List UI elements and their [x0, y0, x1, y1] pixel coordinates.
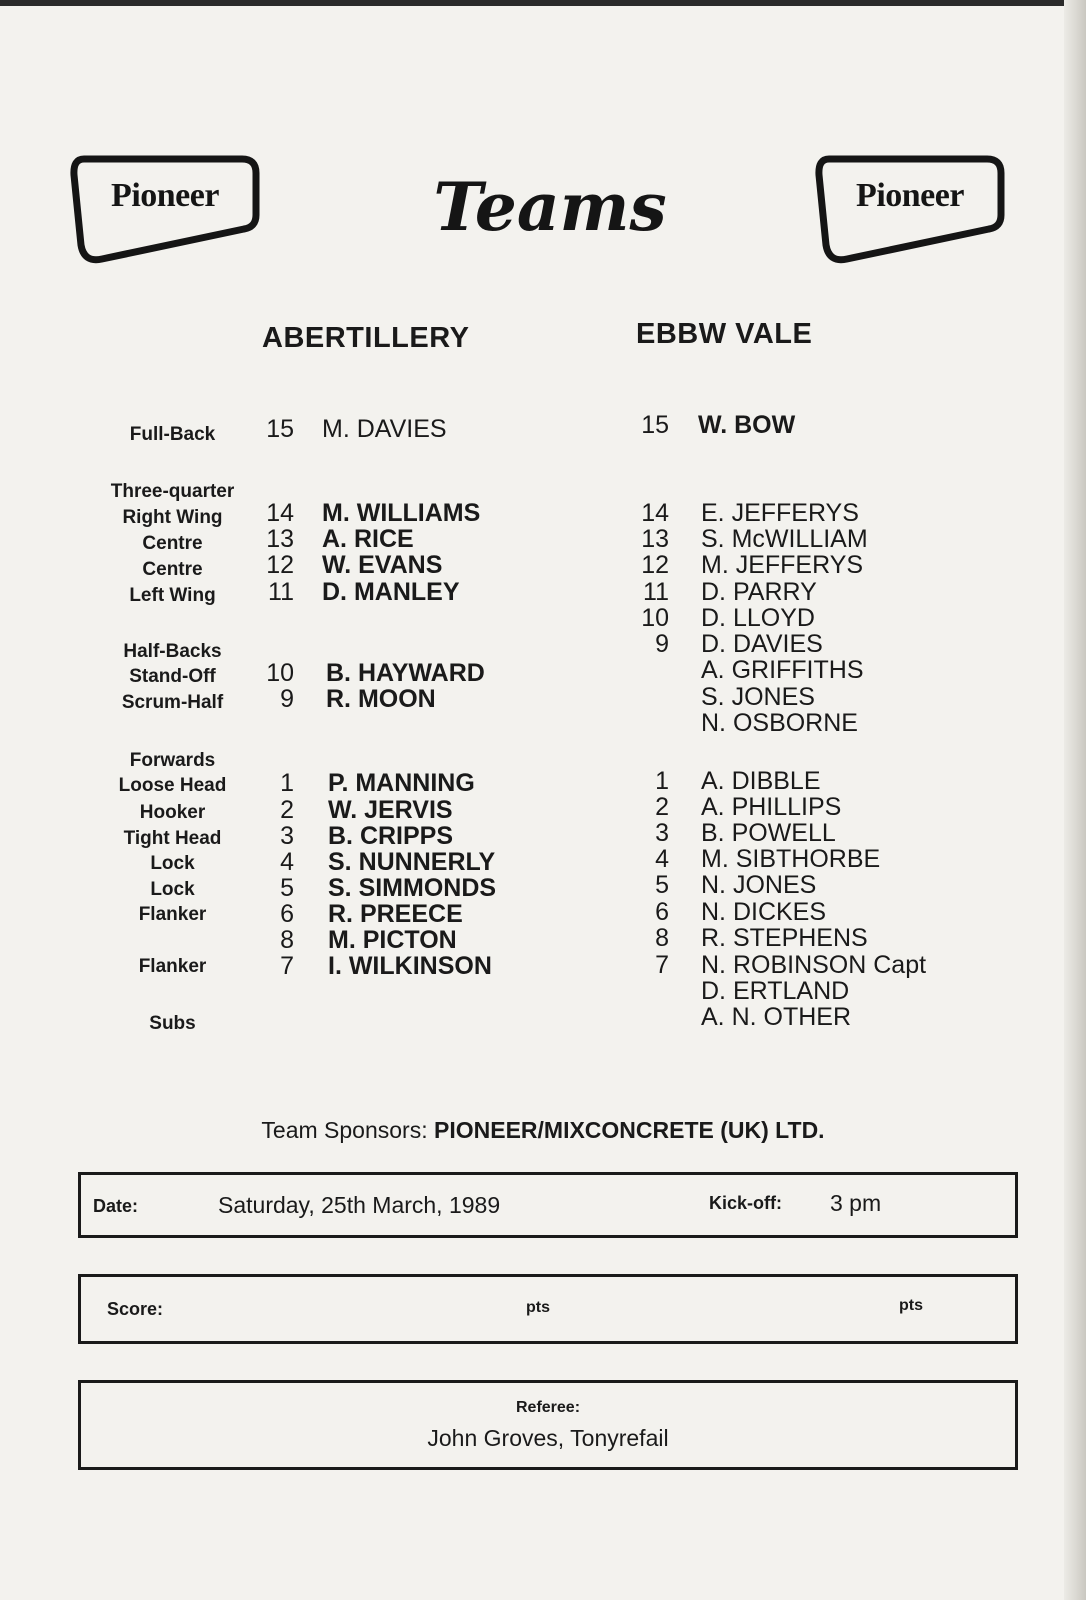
- away-player-name: S. McWILLIAM: [701, 525, 868, 553]
- away-player-name: N. OSBORNE: [701, 709, 858, 737]
- team-sponsors-line: [0, 1117, 1086, 1144]
- home-player-number: 2: [280, 796, 294, 824]
- away-player-number: 4: [655, 845, 669, 873]
- date-box: [78, 1172, 1018, 1238]
- away-player-name: D. PARRY: [701, 578, 817, 606]
- sponsor-label: Team Sponsors:: [261, 1117, 428, 1143]
- away-player-name: A. GRIFFITHS: [701, 656, 864, 684]
- home-player-number: 10: [266, 659, 294, 687]
- away-player-name: E. JEFFERYS: [701, 499, 859, 527]
- home-player-number: 9: [280, 685, 294, 713]
- position-label: Right Wing: [122, 507, 223, 528]
- away-player-name: M. SIBTHORBE: [701, 845, 881, 873]
- position-label: Forwards: [129, 750, 216, 771]
- home-player-number: 13: [266, 525, 294, 553]
- position-label: Flanker: [138, 904, 207, 925]
- home-player-name: B. HAYWARD: [326, 659, 485, 687]
- home-player-number: 4: [280, 848, 294, 876]
- referee-value: John Groves, Tonyrefail: [427, 1425, 669, 1451]
- home-player-name: B. CRIPPS: [328, 822, 454, 850]
- position-label: Half-Backs: [123, 641, 222, 662]
- away-pts-label: pts: [899, 1297, 923, 1314]
- position-label: Left Wing: [129, 585, 216, 606]
- home-player-number: 7: [280, 952, 294, 980]
- position-label: Subs: [149, 1013, 196, 1034]
- position-label: Lock: [150, 879, 195, 900]
- away-player-number: 2: [655, 793, 669, 821]
- away-player-number: 8: [655, 924, 669, 952]
- position-label: Flanker: [138, 956, 207, 977]
- away-player-name: B. POWELL: [701, 819, 836, 847]
- sponsor-value: PIONEER/MIXCONCRETE (UK) LTD.: [434, 1117, 825, 1143]
- logo-text: Pioneer: [856, 177, 964, 214]
- position-label: Stand-Off: [129, 666, 216, 687]
- away-player-name: D. LLOYD: [701, 604, 815, 632]
- home-player-name: S. NUNNERLY: [328, 848, 496, 876]
- home-player-name: M. DAVIES: [322, 415, 447, 443]
- away-player-number: 6: [655, 898, 669, 926]
- position-label: Centre: [142, 533, 203, 554]
- kickoff-value: 3 pm: [830, 1190, 882, 1216]
- score-box: [78, 1274, 1018, 1344]
- home-player-name: A. RICE: [322, 525, 414, 553]
- away-player-name: S. JONES: [701, 683, 815, 711]
- referee-box: [78, 1380, 1018, 1470]
- position-label: Scrum-Half: [121, 692, 224, 713]
- home-player-number: 8: [280, 926, 294, 954]
- home-player-name: P. MANNING: [328, 769, 475, 797]
- away-player-number: 10: [641, 604, 669, 632]
- home-player-number: 14: [266, 499, 294, 527]
- home-player-number: 11: [268, 578, 294, 606]
- position-label: Loose Head: [118, 775, 227, 796]
- pioneer-logo-right: [815, 155, 1005, 255]
- pioneer-logo-left: [70, 155, 260, 255]
- away-player-number: 5: [655, 871, 669, 899]
- home-player-number: 6: [280, 900, 294, 928]
- date-label: Date:: [93, 1196, 139, 1216]
- away-player-number: 15: [641, 411, 669, 439]
- referee-label: Referee:: [515, 1399, 581, 1416]
- away-player-name: W. BOW: [698, 411, 796, 439]
- home-player-name: R. MOON: [326, 685, 436, 713]
- away-player-name: N. JONES: [701, 871, 817, 899]
- away-player-name: R. STEPHENS: [701, 924, 868, 952]
- page-top-edge: [0, 0, 1086, 6]
- away-player-number: 3: [655, 819, 669, 847]
- score-label: Score:: [107, 1299, 164, 1319]
- away-player-number: 1: [655, 767, 669, 795]
- away-player-number: 11: [643, 578, 669, 606]
- away-player-number: 14: [641, 499, 669, 527]
- away-player-name: A. N. OTHER: [701, 1003, 852, 1031]
- position-label: Hooker: [139, 802, 206, 823]
- home-player-name: M. PICTON: [328, 926, 457, 954]
- position-label: Centre: [142, 559, 203, 580]
- page-title: Teams: [433, 168, 667, 246]
- home-player-number: 3: [280, 822, 294, 850]
- away-player-name: D. ERTLAND: [701, 977, 850, 1005]
- position-label: Full-Back: [129, 424, 216, 445]
- home-player-name: W. EVANS: [322, 551, 443, 579]
- away-player-name: N. DICKES: [701, 898, 827, 926]
- home-player-number: 15: [266, 415, 294, 443]
- home-player-name: M. WILLIAMS: [322, 499, 481, 527]
- home-player-number: 12: [266, 551, 294, 579]
- away-player-name: M. JEFFERYS: [701, 551, 864, 579]
- logo-text: Pioneer: [111, 177, 219, 214]
- home-player-name: D. MANLEY: [322, 578, 460, 606]
- home-team-name: ABERTILLERY: [262, 322, 470, 354]
- away-player-number: 9: [655, 630, 669, 658]
- away-player-number: 12: [641, 551, 669, 579]
- date-value: Saturday, 25th March, 1989: [218, 1192, 501, 1218]
- away-player-name: D. DAVIES: [701, 630, 823, 658]
- home-player-name: W. JERVIS: [328, 796, 453, 824]
- home-player-number: 5: [280, 874, 294, 902]
- away-player-number: 7: [655, 951, 669, 979]
- position-label: Three-quarter: [110, 481, 235, 502]
- away-team-name: EBBW VALE: [636, 318, 813, 350]
- home-player-name: S. SIMMONDS: [328, 874, 497, 902]
- home-player-name: R. PREECE: [328, 900, 463, 928]
- home-player-name: I. WILKINSON: [328, 952, 492, 980]
- kickoff-label: Kick-off:: [709, 1193, 782, 1213]
- away-player-name: A. PHILLIPS: [701, 793, 842, 821]
- position-label: Tight Head: [123, 828, 222, 849]
- away-player-name: A. DIBBLE: [701, 767, 821, 795]
- page-right-edge: [1064, 0, 1086, 1600]
- home-pts-label: pts: [526, 1299, 550, 1316]
- away-player-number: 13: [641, 525, 669, 553]
- away-player-name: N. ROBINSON Capt: [701, 951, 927, 979]
- position-label: Lock: [150, 853, 195, 874]
- home-player-number: 1: [280, 769, 294, 797]
